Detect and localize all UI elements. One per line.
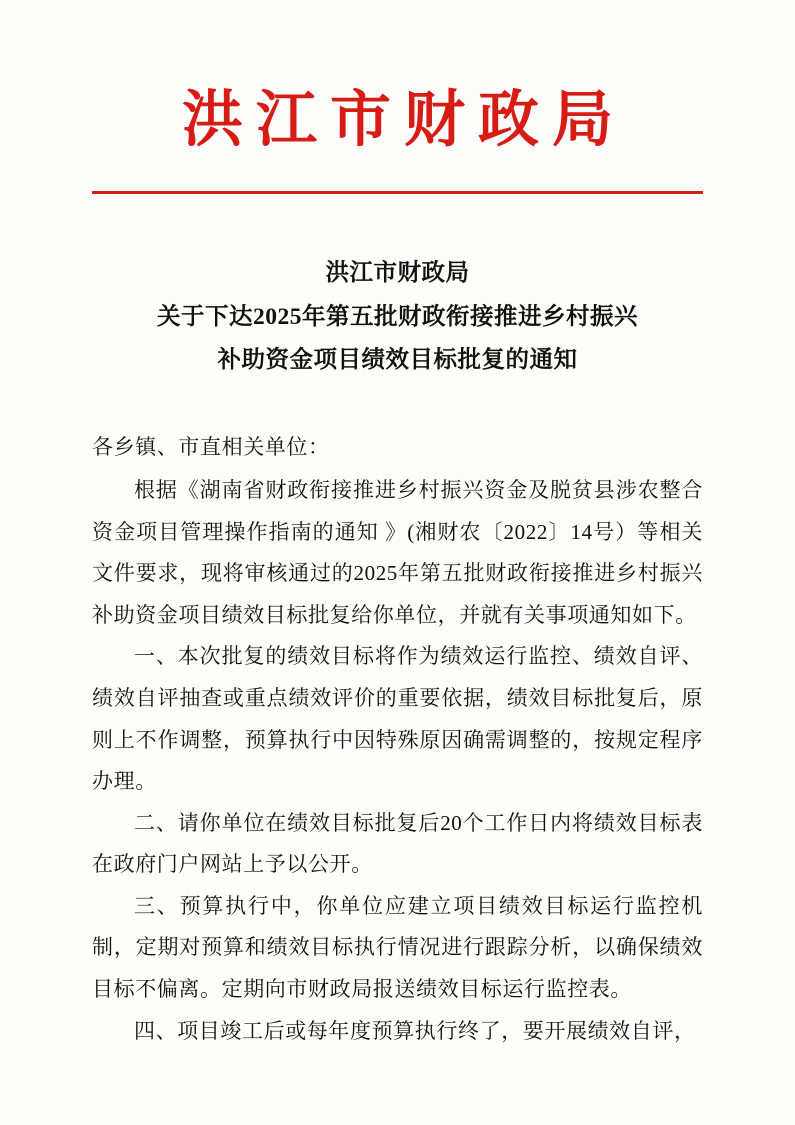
salutation: 各乡镇、市直相关单位：: [92, 434, 330, 459]
masthead: [92, 0, 703, 194]
paragraph-item-2: 二、请你单位在绩效目标批复后20个工作日内将绩效目标表在政府门户网站上予以公开。: [92, 810, 703, 877]
paragraph-intro: 根据《湖南省财政衔接推进乡村振兴资金及脱贫县涉农整合资金项目管理操作指南的通知 》(湘财农〔2022〕14号）等相关文件要求，现将审核通过的2025年第五批财政衔接推进乡村振兴补助资金项目绩效目标批复给你单位，并就有关事项通知如下。: [92, 478, 703, 627]
paragraph-item-4: 四、项目竣工后或每年度预算执行终了，要开展绩效自评，: [134, 1018, 696, 1043]
paragraph-item-1: 一、本次批复的绩效目标将作为绩效运行监控、绩效自评、绩效自评抽查或重点绩效评价的重要依据，绩效目标批复后，原则上不作调整，预算执行中因特殊原因确需调整的，按规定程序办理。: [92, 644, 703, 794]
document-title-line-1: 洪江市财政局: [325, 260, 470, 287]
paragraph-item-3: 三、预算执行中，你单位应建立项目绩效目标运行监控机制，定期对预算和绩效目标执行情况进行跟踪分析，以确保绩效目标不偏离。定期向市财政局报送绩效目标运行监控表。: [92, 893, 703, 1002]
document-title-line-3: 补助资金项目绩效目标批复的通知: [217, 347, 578, 374]
masthead-divider: [92, 191, 703, 194]
issuing-organization-title: 洪江市财政局: [181, 84, 626, 155]
document-title-line-2: 关于下达2025年第五批财政衔接推进乡村振兴: [157, 303, 638, 330]
document-body: [92, 427, 703, 1053]
document-title: [92, 252, 703, 382]
